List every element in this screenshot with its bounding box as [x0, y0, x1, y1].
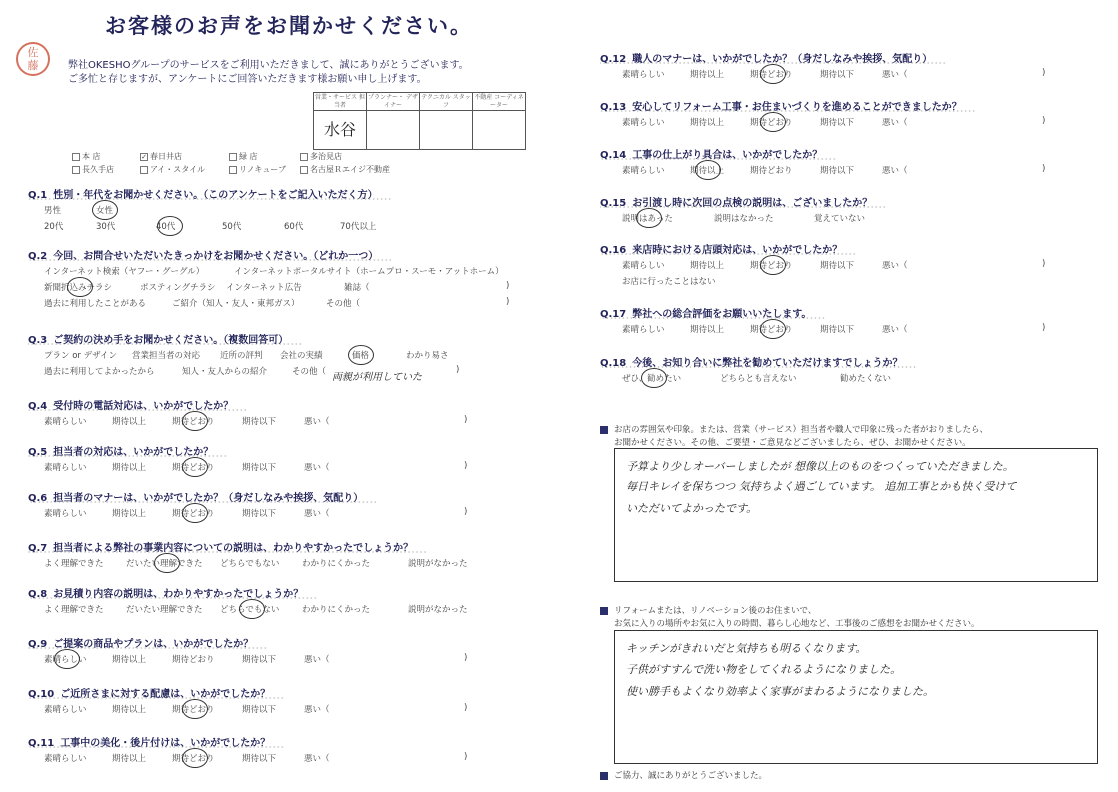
- answer-option[interactable]: 過去に利用してよかったから: [44, 367, 155, 377]
- question-q4: [28, 397, 247, 412]
- question-text: お見積り内容の説明は、わかりやすかったでしょうか？: [53, 589, 304, 600]
- answer-option[interactable]: 60代: [284, 222, 304, 232]
- free1-answer-line: 毎日キレイを保ちつつ 気持ちよく過ごしています。 追加工事とかも快く受けて: [626, 480, 1017, 493]
- answer-option[interactable]: 知人・友人からの紹介: [182, 367, 268, 377]
- answer-option[interactable]: 価格: [352, 351, 370, 361]
- hand-drawn-circle: [154, 553, 180, 573]
- answer-option[interactable]: 勧めたくない: [840, 374, 892, 384]
- answer-option[interactable]: 悪い（: [882, 118, 908, 128]
- staff-cell[interactable]: [367, 111, 420, 150]
- answer-option[interactable]: だいたい理解できた: [126, 605, 203, 615]
- answer-option[interactable]: 期待以上: [112, 655, 147, 665]
- answer-option[interactable]: 悪い（: [304, 754, 330, 764]
- answer-option[interactable]: 期待以上: [112, 509, 147, 519]
- answer-option[interactable]: 悪い（: [304, 705, 330, 715]
- hand-drawn-circle: [760, 64, 786, 84]
- question-number: Q.9: [28, 639, 48, 650]
- hand-drawn-circle: [182, 457, 208, 477]
- staff-header: プランナー・ デザイナー: [368, 93, 418, 109]
- staff-name-handwritten[interactable]: 水谷: [314, 111, 367, 150]
- question-number: Q.14: [600, 150, 627, 161]
- answer-option[interactable]: 期待以下: [242, 417, 277, 427]
- intro-line-1: 弊社OKESHOグループのサービスをご利用いただきまして、誠にありがとうございます。: [68, 60, 469, 71]
- answer-option[interactable]: 素晴らしい: [622, 261, 665, 271]
- answer-option[interactable]: わかりにくかった: [302, 605, 371, 615]
- free2-answer-line: 子供がすすんで洗い物をしてくれるようになりました。: [626, 663, 902, 676]
- free1-answer-line: 予算より少しオーバーしましたが 想像以上のものをつくっていただきました。: [626, 460, 1014, 473]
- question-q18: [600, 354, 917, 369]
- store-option[interactable]: 名古屋Ｒエイジ不動産: [300, 164, 390, 175]
- store-option[interactable]: リノキューブ: [229, 164, 286, 175]
- answer-option[interactable]: 期待以下: [820, 325, 855, 335]
- checkbox-icon: [72, 153, 80, 161]
- answer-option[interactable]: 素晴らしい: [622, 118, 665, 128]
- question-number: Q.13: [600, 102, 627, 113]
- staff-cell[interactable]: [420, 111, 473, 150]
- checkbox-icon: [300, 166, 308, 174]
- question-number: Q.7: [28, 543, 48, 554]
- question-text: ご近所さまに対する配慮は、いかがでしたか？: [60, 689, 271, 700]
- answer-option[interactable]: 素晴らしい: [44, 655, 87, 665]
- answer-option[interactable]: 期待以上: [690, 70, 725, 80]
- answer-option[interactable]: わかりにくかった: [302, 559, 371, 569]
- answer-option[interactable]: 説明はなかった: [714, 214, 774, 224]
- answer-option[interactable]: 営業担当者の対応: [132, 351, 201, 361]
- question-q7: [28, 539, 427, 554]
- answer-option[interactable]: インターネット検索（ヤフー・グーグル）: [44, 267, 205, 277]
- answer-option[interactable]: 悪い（: [304, 509, 330, 519]
- question-number: Q.18: [600, 358, 627, 369]
- answer-option[interactable]: 期待どおり: [750, 118, 793, 128]
- answer-option[interactable]: 過去に利用したことがある: [44, 299, 147, 309]
- question-q5: [28, 443, 227, 458]
- question-q17: [600, 305, 825, 320]
- staff-header: 営業・サービス 担当者: [315, 93, 365, 109]
- answer-option[interactable]: 期待以下: [242, 655, 277, 665]
- close-paren: ): [464, 507, 468, 517]
- answer-option[interactable]: 期待以上: [690, 261, 725, 271]
- question-text: 担当者による弊社の事業内容についての説明は、わかりやすかったでしょうか？: [53, 543, 414, 554]
- question-q8: [28, 585, 317, 600]
- answer-option[interactable]: 期待以下: [242, 754, 277, 764]
- question-text: 安心してリフォーム工事・お住まいづくりを進めることができましたか？: [632, 102, 962, 113]
- answer-option[interactable]: 期待どおり: [750, 325, 793, 335]
- hand-drawn-circle: [182, 748, 208, 768]
- answer-option[interactable]: 素晴らしい: [44, 509, 87, 519]
- hand-drawn-circle: [348, 345, 374, 365]
- answer-option[interactable]: お店に行ったことはない: [622, 277, 716, 287]
- square-bullet-icon: [600, 607, 608, 615]
- hand-drawn-circle: [760, 319, 786, 339]
- answer-option[interactable]: 70代以上: [340, 222, 377, 232]
- answer-option[interactable]: 期待以上: [690, 325, 725, 335]
- answer-option[interactable]: 男性: [44, 206, 62, 216]
- free1-answer-line: いただいてよかったです。: [626, 502, 758, 515]
- answer-option[interactable]: ご紹介（知人・友人・東邦ガス）: [172, 299, 300, 309]
- question-q11: [28, 734, 284, 749]
- answer-option[interactable]: 雑誌（: [344, 283, 370, 293]
- answer-option[interactable]: 説明はあった: [622, 214, 673, 224]
- close-paren: ): [1042, 259, 1046, 269]
- free2-answer-line: 使い勝手もよくなり効率よく家事がまわるようになりました。: [626, 685, 934, 698]
- question-text: 来店時における店頭対応は、いかがでしたか？: [632, 245, 843, 256]
- hand-drawn-circle: [636, 208, 662, 228]
- answer-option[interactable]: 悪い（: [882, 166, 908, 176]
- answer-option[interactable]: 期待以上: [112, 463, 147, 473]
- answer-option[interactable]: どちらとも言えない: [720, 374, 797, 384]
- checkbox-icon: [229, 153, 237, 161]
- question-q13: [600, 98, 976, 113]
- close-paren: ): [464, 653, 468, 663]
- answer-option[interactable]: その他（: [326, 299, 361, 309]
- close-paren: ): [464, 461, 468, 471]
- hand-drawn-circle: [182, 411, 208, 431]
- answer-option[interactable]: 悪い（: [882, 70, 908, 80]
- hand-drawn-circle: [760, 112, 786, 132]
- question-q12: [600, 50, 946, 65]
- question-text: 今後、お知り合いに弊社を勧めていただけますでしょうか？: [632, 358, 903, 369]
- answer-option[interactable]: 会社の実績: [280, 351, 323, 361]
- answer-option[interactable]: 期待以下: [820, 261, 855, 271]
- store-option[interactable]: ✓ 春日井店: [141, 152, 182, 161]
- question-q2: [28, 247, 392, 262]
- question-number: Q.11: [28, 738, 55, 749]
- question-q6: [28, 489, 377, 504]
- free2-label-2: お気に入りの場所やお気に入りの時間、暮らし心地など、工事後のご感想をお聞かせください。: [614, 619, 980, 629]
- answer-option[interactable]: 期待以上: [112, 417, 147, 427]
- intro-line-2: ご多忙と存じますが、アンケートにご回答いただきます様お願い申し上げます。: [68, 74, 427, 85]
- checkbox-icon: [300, 153, 308, 161]
- hand-drawn-circle: [182, 503, 208, 523]
- close-paren: ): [1042, 164, 1046, 174]
- question-text: 受付時の電話対応は、いかがでしたか？: [53, 401, 234, 412]
- answer-option[interactable]: 悪い（: [304, 463, 330, 473]
- question-q16: [600, 241, 856, 256]
- seal-stamp: 佐 藤: [16, 42, 50, 76]
- answer-option[interactable]: 期待以上: [112, 705, 147, 715]
- answer-option[interactable]: よく理解できた: [44, 605, 104, 615]
- answer-option[interactable]: 期待以上: [690, 166, 725, 176]
- answer-option[interactable]: 期待以上: [690, 118, 725, 128]
- question-text: ご契約の決め手をお聞かせください。（複数回答可）: [53, 335, 289, 346]
- answer-option[interactable]: 期待以下: [820, 166, 855, 176]
- close-paren: ): [464, 752, 468, 762]
- square-bullet-icon: [600, 426, 608, 434]
- answer-option[interactable]: 覚えていない: [814, 214, 866, 224]
- question-number: Q.10: [28, 689, 55, 700]
- answer-option[interactable]: 素晴らしい: [622, 166, 665, 176]
- answer-option[interactable]: 悪い（: [882, 325, 908, 335]
- answer-option[interactable]: 期待以下: [242, 705, 277, 715]
- close-paren: ): [506, 281, 510, 291]
- answer-option[interactable]: 悪い（: [882, 261, 908, 271]
- question-text: 弊社への総合評価をお願いいたします。: [632, 309, 812, 320]
- answer-option[interactable]: 悪い（: [304, 417, 330, 427]
- store-option[interactable]: 緑 店: [229, 151, 258, 162]
- answer-option[interactable]: 期待どおり: [172, 509, 215, 519]
- hand-drawn-circle: [641, 368, 667, 388]
- free1-label-2: お聞かせください。その他、ご要望・ご意見などございましたら、ぜひ、お聞かせください。: [614, 438, 971, 448]
- square-bullet-icon: [600, 772, 608, 780]
- free2-label-1: リフォームまたは、リノベーション後のお住まいで、: [600, 604, 816, 616]
- answer-option[interactable]: どちらでもない: [220, 559, 280, 569]
- checkbox-icon: [229, 166, 237, 174]
- checkbox-icon: [72, 166, 80, 174]
- question-text: 工事中の美化・後片付けは、いかがでしたか？: [60, 738, 271, 749]
- answer-option[interactable]: 素晴らしい: [44, 463, 87, 473]
- answer-option[interactable]: 説明がなかった: [408, 605, 468, 615]
- hand-drawn-circle: [157, 216, 183, 236]
- answer-option[interactable]: よく理解できた: [44, 559, 104, 569]
- question-number: Q.12: [600, 54, 627, 65]
- answer-option[interactable]: 素晴らしい: [622, 70, 665, 80]
- answer-option[interactable]: プラン or デザイン: [44, 351, 118, 361]
- question-number: Q.4: [28, 401, 48, 412]
- answer-option[interactable]: 期待どおり: [172, 705, 215, 715]
- answer-option[interactable]: 30代: [96, 222, 116, 232]
- question-number: Q.17: [600, 309, 627, 320]
- question-text: お引渡し時に次回の点検の説明は、ございましたか？: [632, 198, 873, 209]
- question-text: 性別・年代をお聞かせください。（このアンケートをご記入いただく方）: [53, 190, 378, 201]
- answer-option[interactable]: 素晴らしい: [44, 705, 87, 715]
- staff-table: [313, 92, 526, 150]
- question-q10: [28, 685, 284, 700]
- answer-option[interactable]: ぜひ、勧めたい: [622, 374, 682, 384]
- answer-option[interactable]: 新聞折込みチラシ: [44, 283, 113, 293]
- store-option[interactable]: 本 店: [72, 151, 101, 162]
- answer-option[interactable]: 悪い（: [304, 655, 330, 665]
- close-paren: ): [464, 703, 468, 713]
- answer-option[interactable]: 期待以下: [242, 463, 277, 473]
- hand-drawn-circle: [182, 699, 208, 719]
- page-title: お客様のお声をお聞かせください。: [105, 14, 473, 38]
- question-q14: [600, 146, 836, 161]
- answer-option[interactable]: 期待どおり: [750, 261, 793, 271]
- question-number: Q.5: [28, 447, 48, 458]
- answer-option[interactable]: 期待どおり: [172, 463, 215, 473]
- hand-drawn-circle: [695, 160, 721, 180]
- close-paren: ): [1042, 323, 1046, 333]
- store-option[interactable]: 長久手店: [72, 164, 114, 175]
- staff-cell[interactable]: [473, 111, 526, 150]
- question-number: Q.2: [28, 251, 48, 262]
- answer-option[interactable]: 期待以下: [820, 118, 855, 128]
- staff-header: 不動産 コーディネーター: [474, 93, 524, 109]
- question-number: Q.6: [28, 493, 48, 504]
- answer-option[interactable]: ポスティングチラシ: [140, 283, 216, 293]
- answer-option[interactable]: その他（: [292, 367, 327, 377]
- question-text: 職人のマナーは、いかがでしたか？（身だしなみや挨拶、気配り）: [632, 54, 933, 65]
- staff-header: テクニカル スタッフ: [421, 93, 471, 109]
- store-option[interactable]: 多治見店: [300, 151, 342, 162]
- question-text: ご提案の商品やプランは、いかがでしたか？: [53, 639, 254, 650]
- answer-option[interactable]: インターネット広告: [226, 283, 302, 293]
- question-number: Q.16: [600, 245, 627, 256]
- question-q15: [600, 194, 886, 209]
- answer-option[interactable]: 40代: [156, 222, 176, 232]
- answer-option[interactable]: 期待以下: [242, 509, 277, 519]
- store-option[interactable]: アイ・スタイル: [140, 164, 205, 175]
- answer-option[interactable]: 素晴らしい: [44, 417, 87, 427]
- question-q1: [28, 186, 392, 201]
- answer-option[interactable]: どちらでもない: [220, 605, 280, 615]
- close-paren: ): [1042, 68, 1046, 78]
- checkbox-icon: ✓: [141, 152, 147, 161]
- question-text: 今回、お問合せいただいたきっかけをお聞かせください。（どれか一つ）: [53, 251, 379, 262]
- hand-drawn-circle: [67, 277, 93, 297]
- question-number: Q.8: [28, 589, 48, 600]
- answer-option[interactable]: 50代: [222, 222, 242, 232]
- answer-option[interactable]: 期待どおり: [750, 166, 793, 176]
- question-number: Q.15: [600, 198, 627, 209]
- answer-option[interactable]: わかり易さ: [406, 351, 449, 361]
- answer-option[interactable]: 期待どおり: [172, 417, 215, 427]
- close-paren: ): [464, 415, 468, 425]
- footer-thanks: ご協力、誠にありがとうございました。: [600, 769, 767, 781]
- answer-option[interactable]: 期待以下: [820, 70, 855, 80]
- question-number: Q.3: [28, 335, 48, 346]
- hand-drawn-circle: [54, 649, 80, 669]
- q3-other-handwritten: 両親が利用していた: [332, 372, 422, 383]
- question-q9: [28, 635, 267, 650]
- answer-option[interactable]: 期待どおり: [172, 754, 215, 764]
- answer-option[interactable]: だいたい理解できた: [126, 559, 203, 569]
- answer-option[interactable]: 期待どおり: [750, 70, 793, 80]
- free2-answer-line: キッチンがきれいだと気持ちも明るくなります。: [626, 642, 867, 655]
- hand-drawn-circle: [760, 255, 786, 275]
- close-paren: ): [506, 297, 510, 307]
- answer-option[interactable]: 近所の評判: [220, 351, 263, 361]
- answer-option[interactable]: 素晴らしい: [44, 754, 87, 764]
- answer-option[interactable]: 女性: [96, 206, 114, 216]
- answer-option[interactable]: 素晴らしい: [622, 325, 665, 335]
- question-text: 担当者のマナーは、いかがでしたか？（身だしなみや挨拶、気配り）: [53, 493, 364, 504]
- hand-drawn-circle: [239, 599, 265, 619]
- question-number: Q.1: [28, 190, 48, 201]
- checkbox-icon: [140, 166, 148, 174]
- answer-option[interactable]: 期待以上: [112, 754, 147, 764]
- close-paren: ): [1042, 116, 1046, 126]
- answer-option[interactable]: 期待どおり: [172, 655, 215, 665]
- hand-drawn-circle: [92, 200, 118, 220]
- answer-option[interactable]: 説明がなかった: [408, 559, 468, 569]
- answer-option[interactable]: インターネットポータルサイト（ホームプロ・スーモ・アットホーム）: [234, 267, 504, 277]
- close-paren: ): [456, 365, 460, 375]
- question-q3: [28, 331, 302, 346]
- free1-label-1: お店の雰囲気や印象。または、営業（サービス）担当者や職人で印象に残った者がおりましたら、: [600, 423, 988, 435]
- question-text: 工事の仕上がり具合は、いかがでしたか？: [632, 150, 823, 161]
- question-text: 担当者の対応は、いかがでしたか？: [53, 447, 214, 458]
- answer-option[interactable]: 20代: [44, 222, 64, 232]
